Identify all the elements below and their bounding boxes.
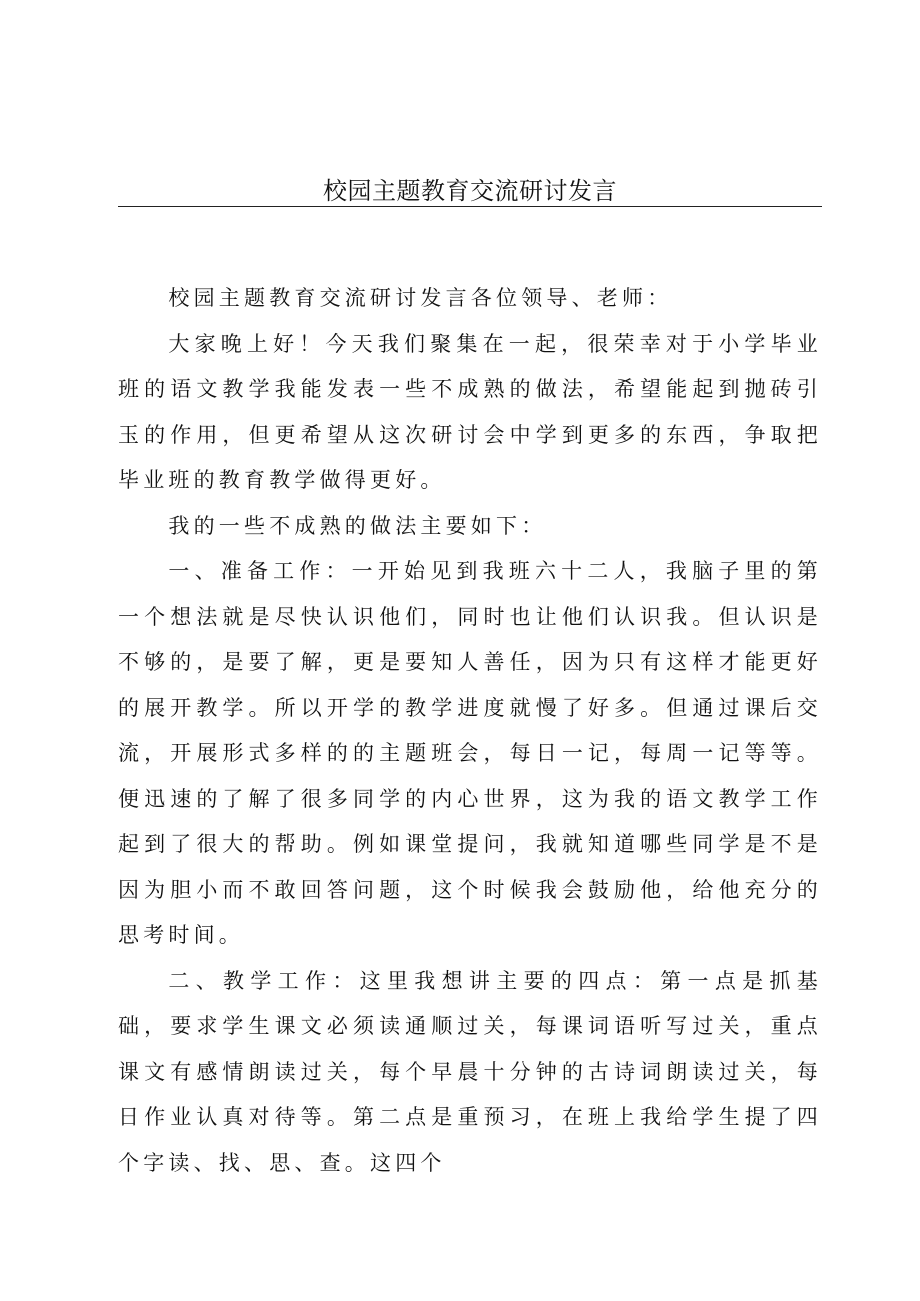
document-body	[118, 276, 822, 1186]
paragraph-preparation: 一、准备工作：一开始见到我班六十二人，我脑子里的第一个想法就是尽快认识他们，同时也让他们认识我。但认识是不够的，是要了解，更是要知人善任，因为只有这样才能更好的展开教学。所以开学的教学进度就慢了好多。但通过课后交流，开展形式多样的的主题班会，每日一记，每周一记等等。便迅速的了解了很多同学的内心世界，这为我的语文教学工作起到了很大的帮助。例如课堂提问，我就知道哪些同学是不是因为胆小而不敢回答问题，这个时候我会鼓励他，给他充分的思考时间。	[118, 559, 822, 947]
paragraph-opening: 大家晚上好！今天我们聚集在一起，很荣幸对于小学毕业班的语文教学我能发表一些不成熟的做法，希望能起到抛砖引玉的作用，但更希望从这次研讨会中学到更多的东西，争取把毕业班的教育教学做得更好。	[118, 331, 822, 492]
paragraph-teaching: 二、教学工作：这里我想讲主要的四点：第一点是抓基础，要求学生课文必须读通顺过关，每课词语听写过关，重点课文有感情朗读过关，每个早晨十分钟的古诗词朗读过关，每日作业认真对待等。第二点是重预习，在班上我给学生提了四个字读、找、思、查。这四个	[118, 968, 822, 1175]
document-title: 校园主题教育交流研讨发言	[323, 177, 617, 205]
paragraph-greeting: 校园主题教育交流研讨发言各位领导、老师：	[168, 286, 673, 310]
title-underline	[118, 206, 822, 207]
paragraph-intro: 我的一些不成熟的做法主要如下：	[168, 513, 547, 538]
